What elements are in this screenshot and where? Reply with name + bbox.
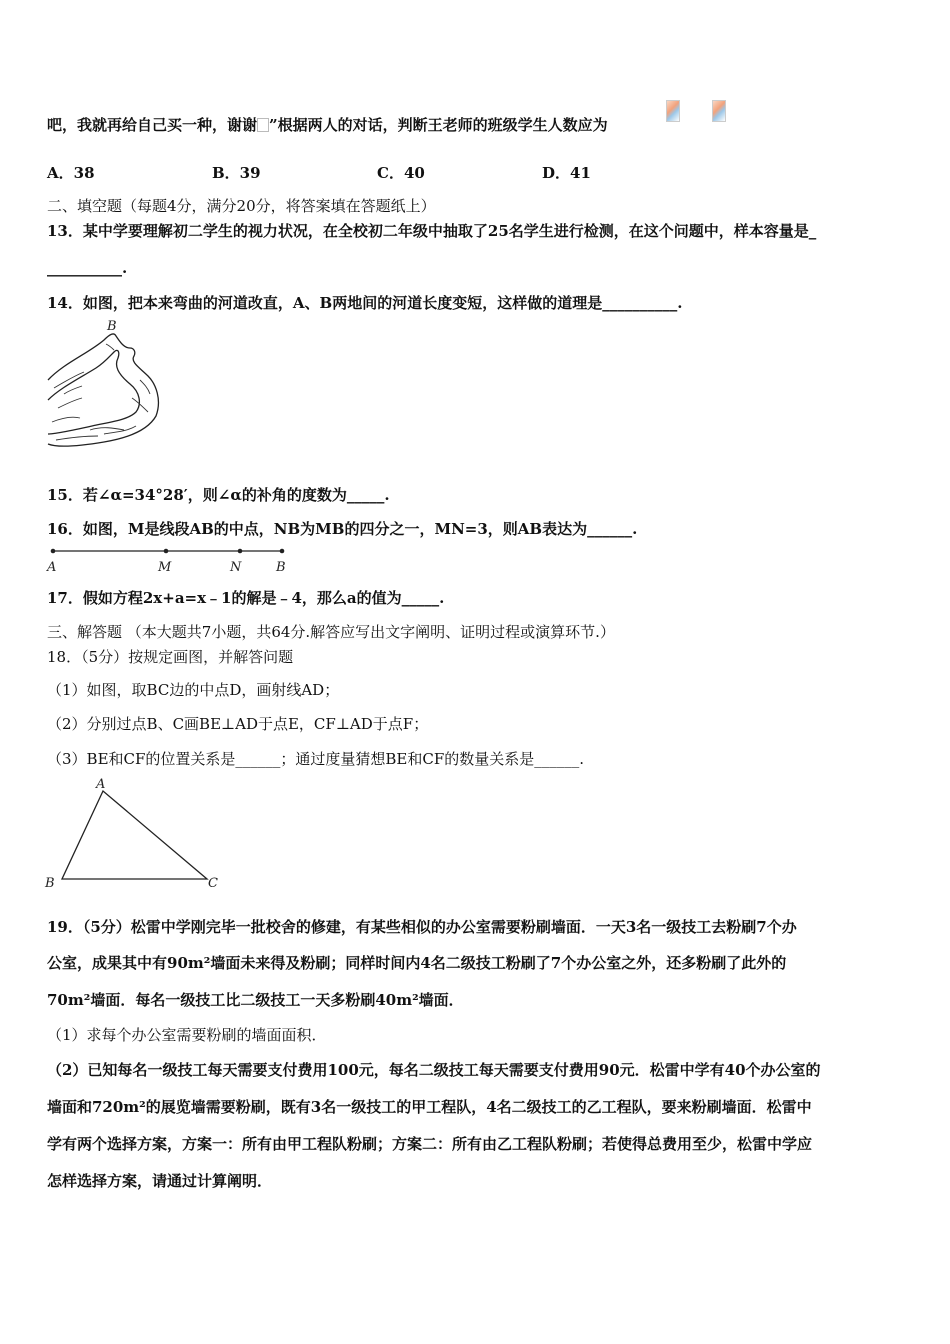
option-b: B．39 bbox=[212, 164, 261, 182]
point-b bbox=[280, 549, 285, 554]
q19-part-2-line-3: 学有两个选择方案，方案一：所有由甲工程队粉刷；方案二：所有由乙工程队粉刷；若使得总费用至少，松雷中学应 bbox=[47, 1135, 813, 1153]
segment-label-n: N bbox=[230, 560, 242, 575]
segment-label-b: B bbox=[276, 560, 286, 575]
q16: 16．如图，M是线段AB的中点，NB为MB的四分之一，MN=3，则AB表达为______. bbox=[47, 520, 638, 538]
point-a bbox=[51, 549, 56, 554]
q18-part-2: （2）分别过点B、C画BE⊥AD于点E，CF⊥AD于点F； bbox=[47, 715, 429, 733]
q19-part-1: （1）求每个办公室需要粉刷的墙面面积． bbox=[47, 1026, 327, 1044]
q19-line-1: 19．（5分）松雷中学刚完毕一批校舍的修建，有某些相似的办公室需要粉刷墙面．一天3名一级技工去粉刷7个办 bbox=[47, 918, 797, 936]
q17: 17．假如方程2x+a=x﹣1的解是﹣4，那么a的值为_____. bbox=[47, 589, 445, 607]
q19-line-3: 70m²墙面．每名一级技工比二级技工一天多粉刷40m²墙面． bbox=[47, 991, 464, 1009]
segment-label-m: M bbox=[158, 560, 172, 575]
point-n bbox=[238, 549, 243, 554]
q14: 14．如图，把本来弯曲的河道改直，A、B两地间的河道长度变短，这样做的道理是__________. bbox=[47, 294, 683, 312]
q18-part-3: （3）BE和CF的位置关系是______；通过度量猜想BE和CF的数量关系是______. bbox=[47, 750, 585, 768]
q12-tail-text-2: ”根据两人的对话，判断王老师的班级学生人数应为 bbox=[269, 116, 608, 134]
segment-figure bbox=[44, 543, 294, 575]
segment-label-a: A bbox=[47, 560, 57, 575]
river-figure bbox=[44, 318, 164, 453]
q15: 15．若∠α=34°28′，则∠α的补角的度数为_____. bbox=[47, 486, 390, 504]
q19-part-2-line-1: （2）已知每名一级技工每天需要支付费用100元，每名二级技工每天需要支付费用90元．松雷中学有40个办公室的 bbox=[47, 1061, 821, 1079]
q18-part-1: （1）如图，取BC边的中点D，画射线AD； bbox=[47, 681, 340, 699]
broken-image-icon bbox=[257, 118, 269, 132]
option-a: A．38 bbox=[47, 164, 95, 182]
q18: 18．（5分）按规定画图，并解答问题 bbox=[47, 648, 294, 666]
triangle-label-b: B bbox=[45, 876, 55, 891]
river-label-b: B bbox=[107, 319, 117, 334]
q19-part-2-line-2: 墙面和720m²的展览墙需要粉刷，既有3名一级技工的甲工程队，4名二级技工的乙工程队，要来粉刷墙面．松雷中 bbox=[47, 1098, 812, 1116]
section-2-heading: 二、填空题（每题4分，满分20分，将答案填在答题纸上） bbox=[47, 197, 436, 215]
image-placeholder-icon bbox=[712, 100, 726, 122]
q19-line-2: 公室，成果其中有90m²墙面未来得及粉刷；同样时间内4名二级技工粉刷了7个办公室之外，还多粉刷了此外的 bbox=[47, 954, 787, 972]
image-placeholder-icon bbox=[666, 100, 680, 122]
q19-part-2-line-4: 怎样选择方案，请通过计算阐明． bbox=[47, 1172, 273, 1190]
q13-line-1: 13．某中学要理解初二学生的视力状况，在全校初二年级中抽取了25名学生进行检测，在这个问题中，样本容量是_ bbox=[47, 222, 817, 240]
triangle-label-c: C bbox=[208, 876, 218, 891]
triangle-label-a: A bbox=[96, 777, 106, 792]
triangle-figure bbox=[42, 775, 232, 893]
q12-tail-text-1: 吧，我就再给自己买一种，谢谢 bbox=[47, 116, 258, 134]
q12-tail bbox=[47, 115, 608, 135]
point-m bbox=[164, 549, 169, 554]
option-d: D．41 bbox=[542, 164, 591, 182]
q13-line-2: __________. bbox=[47, 259, 128, 277]
section-3-heading: 三、解答题 （本大题共7小题，共64分.解答应写出文字阐明、证明过程或演算环节.） bbox=[47, 623, 615, 641]
option-c: C．40 bbox=[377, 164, 425, 182]
